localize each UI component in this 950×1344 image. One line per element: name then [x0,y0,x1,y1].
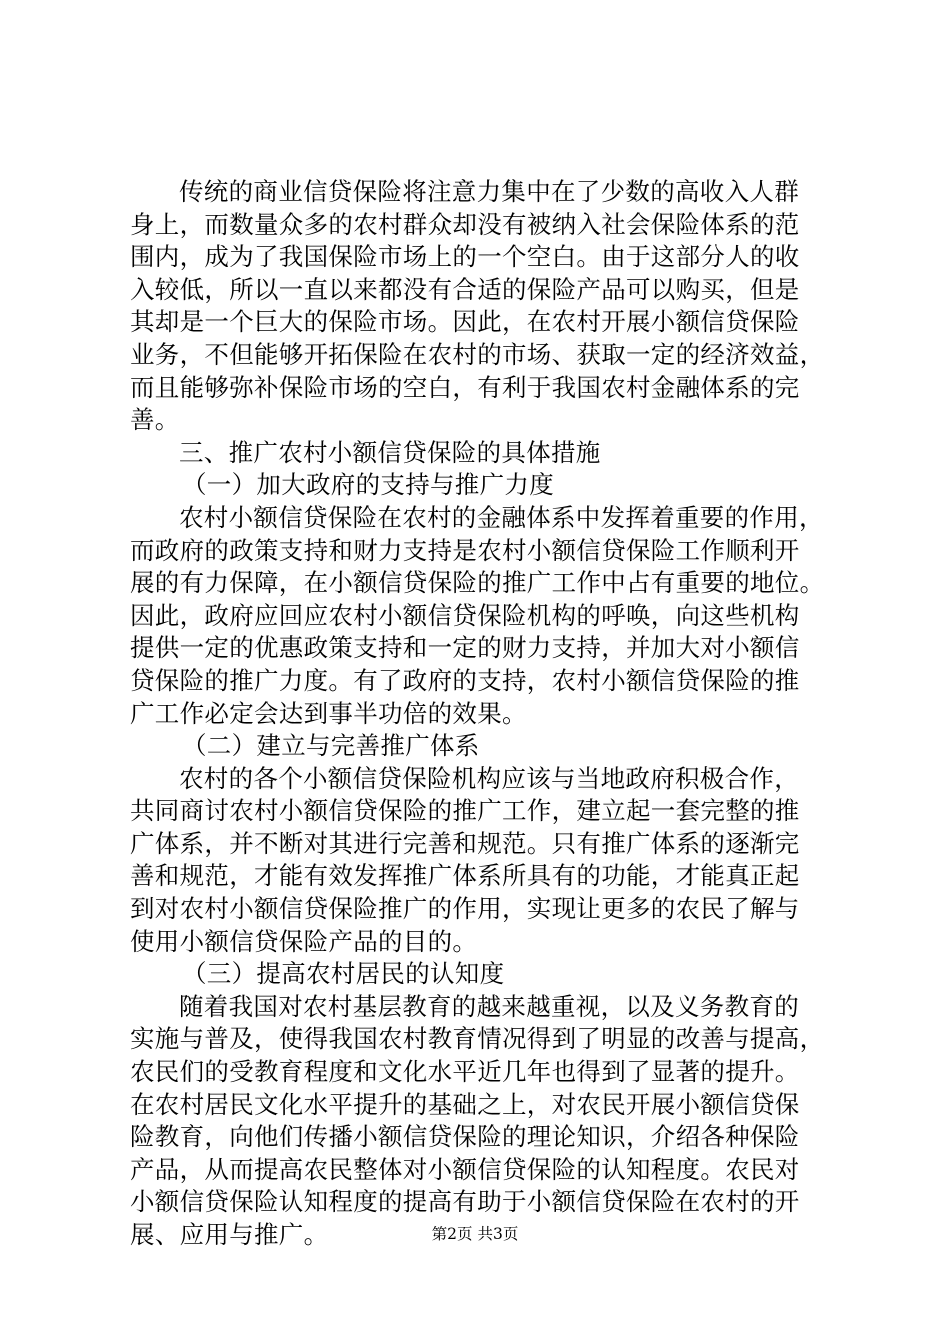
text-line: 到对农村小额信贷保险推广的作用，实现让更多的农民了解与 [130,894,800,924]
text-line: 小额信贷保险认知程度的提高有助于小额信贷保险在农村的开 [130,1187,800,1217]
text-line: 入较低，所以一直以来都没有合适的保险产品可以购买，但是 [130,274,800,304]
text-line: 实施与普及，使得我国农村教育情况得到了明显的改善与提高， [130,1024,825,1054]
text-line: 农村的各个小额信贷保险机构应该与当地政府积极合作， [179,763,799,793]
document-body [130,176,830,1252]
text-line: 在农村居民文化水平提升的基础之上，对农民开展小额信贷保 [130,1089,800,1119]
text-line: （一）加大政府的支持与推广力度 [182,470,554,500]
text-line: 身上，而数量众多的农村群众却没有被纳入社会保险体系的范 [130,209,800,239]
text-line: 提供一定的优惠政策支持和一定的财力支持，并加大对小额信 [130,633,800,663]
paragraph [130,991,830,1252]
text-line: 农民们的受教育程度和文化水平近几年也得到了显著的提升。 [130,1057,800,1087]
text-line: 广体系，并不断对其进行完善和规范。只有推广体系的逐渐完 [130,828,800,858]
text-line: 贷保险的推广力度。有了政府的支持，农村小额信贷保险的推 [130,665,800,695]
text-line: 广工作必定会达到事半功倍的效果。 [130,698,527,728]
text-line: 三、推广农村小额信贷保险的具体措施 [179,437,601,467]
text-line: 随着我国对农村基层教育的越来越重视，以及义务教育的 [179,991,799,1021]
text-line: （二）建立与完善推广体系 [182,731,480,761]
text-line: 险教育，向他们传播小额信贷保险的理论知识，介绍各种保险 [130,1122,800,1152]
text-line: 而且能够弥补保险市场的空白，有利于我国农村金融体系的完 [130,372,800,402]
text-line: 共同商讨农村小额信贷保险的推广工作，建立起一套完整的推 [130,796,800,826]
subsection-heading [130,958,830,991]
text-line: 农村小额信贷保险在农村的金融体系中发挥着重要的作用， [179,502,824,532]
paragraph [130,502,830,730]
text-line: 展的有力保障，在小额信贷保险的推广工作中占有重要的地位。 [130,568,825,598]
text-line: （三）提高农村居民的认知度 [182,959,505,989]
text-line: 围内，成为了我国保险市场上的一个空白。由于这部分人的收 [130,242,800,272]
page-number-label: 第2页 共3页 [431,1225,519,1243]
paragraph [130,763,830,959]
text-line: 业务，不但能够开拓保险在农村的市场、获取一定的经济效益， [130,339,825,369]
text-line: 而政府的政策支持和财力支持是农村小额信贷保险工作顺利开 [130,535,800,565]
paragraph [130,176,830,437]
text-line: 其却是一个巨大的保险市场。因此，在农村开展小额信贷保险 [130,307,800,337]
page-footer [0,1222,950,1244]
section-heading [130,437,830,470]
subsection-heading [130,730,830,763]
text-line: 展、应用与推广。 [130,1220,329,1249]
text-line: 因此，政府应回应农村小额信贷保险机构的呼唤，向这些机构 [130,600,800,630]
text-line: 使用小额信贷保险产品的目的。 [130,926,478,956]
text-line: 传统的商业信贷保险将注意力集中在了少数的高收入人群 [179,177,799,206]
text-line: 善。 [130,405,180,435]
text-line: 产品，从而提高农民整体对小额信贷保险的认知程度。农民对 [130,1154,800,1184]
subsection-heading [130,469,830,502]
text-line: 善和规范，才能有效发挥推广体系所具有的功能，才能真正起 [130,861,800,891]
